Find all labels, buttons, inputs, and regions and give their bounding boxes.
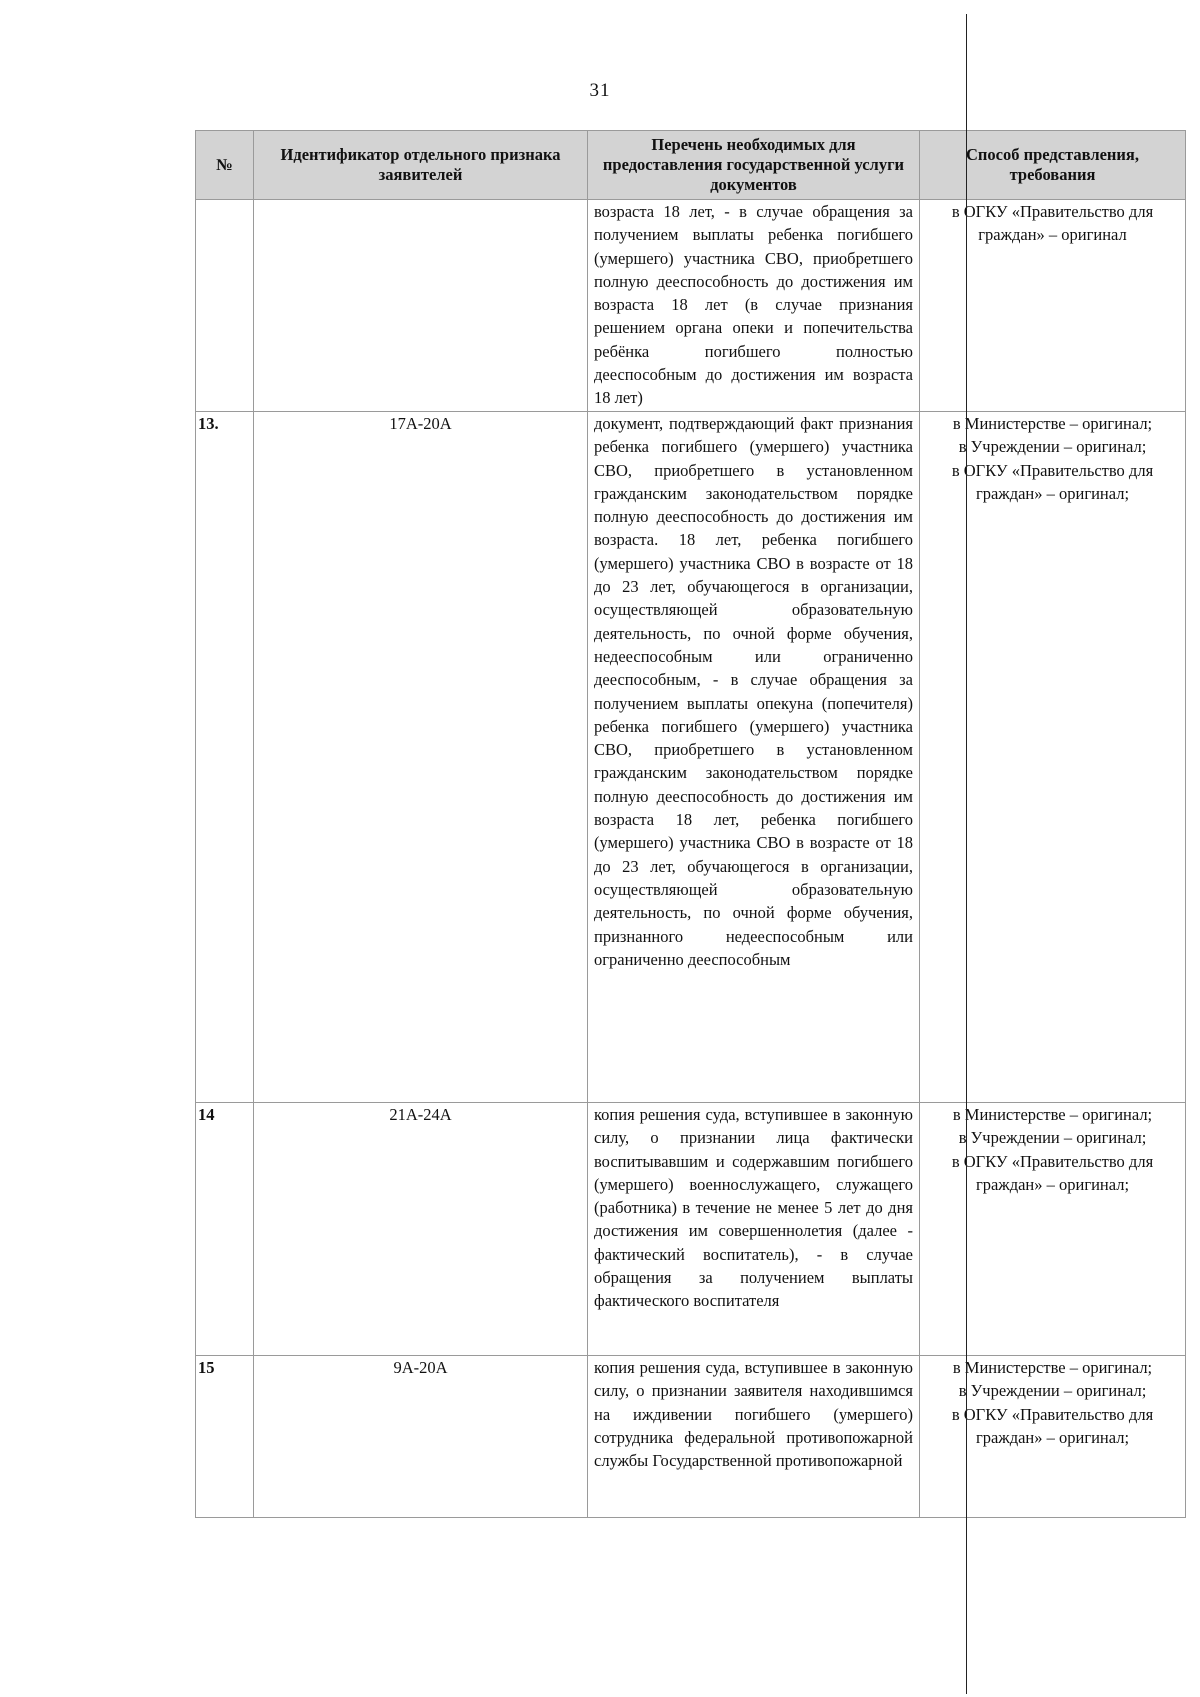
- row-number: 14: [196, 1103, 254, 1356]
- row-identifier: 17А-20А: [254, 412, 588, 1103]
- method-line: в Министерстве – оригинал;: [952, 1105, 1153, 1124]
- header-method: Способ представления, требования: [920, 131, 1186, 200]
- scan-fold-line: [966, 14, 967, 1694]
- method-line: в Учреждении – оригинал;: [958, 1128, 1147, 1148]
- row-method: [920, 412, 1186, 1103]
- row-number: [196, 200, 254, 412]
- row-documents: копия решения суда, вступившее в законную силу, о признании заявителя находившимся на иждивении погибшего (умершего) сотрудника федеральной противопожарной службы Государственной противопожарной: [588, 1356, 920, 1518]
- row-identifier: 9А-20А: [254, 1356, 588, 1518]
- row-number: 13.: [196, 412, 254, 1103]
- documents-table: [195, 130, 1186, 1518]
- method-line: в ОГКУ «Правительство для граждан» – оригинал: [951, 202, 1154, 245]
- table-header: [196, 131, 1186, 200]
- row-documents: копия решения суда, вступившее в законную силу, о признании лица фактически воспитывавшим и содержавшим погибшего (умершего) военнослужащего, служащего (работника) в течение не менее 5 лет до дня достижения им совершеннолетия (далее - фактический воспитатель), - в случае обращения за получением выплаты фактического воспитателя: [588, 1103, 920, 1356]
- row-identifier: [254, 200, 588, 412]
- row-documents: документ, подтверждающий факт признания ребенка погибшего (умершего) участника СВО, приобретшего в установленном гражданским законодательством порядке полную дееспособность до достижения им возраста. 18 лет, ребенка погибшего (умершего) участника СВО в возрасте от 18 до 23 лет, обучающегося в организации, осуществляющей образовательную деятельность, по очной форме обучения, недееспособным или ограниченно дееспособным, - в случае обращения за получением выплаты опекуна (попечителя) ребенка погибшего (умершего) участника СВО, приобретшего в установленном гражданским законодательством порядке полную дееспособность до достижения им возраста 18 лет, ребенка погибшего (умершего) участника СВО в возрасте от 18 до 23 лет, обучающегося в организации, осуществляющей образовательную деятельность, по очной форме обучения, признанного недееспособным или ограниченно дееспособным: [588, 412, 920, 1103]
- method-line: в Учреждении – оригинал;: [958, 437, 1147, 457]
- method-line: в Министерстве – оригинал;: [952, 414, 1153, 433]
- row-method: [920, 1103, 1186, 1356]
- table-row: [196, 200, 1186, 412]
- page-number: 31: [589, 80, 611, 101]
- table-row: [196, 412, 1186, 1103]
- method-line: в ОГКУ «Правительство для граждан» – оригинал;: [951, 1404, 1154, 1447]
- method-line: в ОГКУ «Правительство для граждан» – оригинал;: [951, 1151, 1154, 1194]
- header-number: №: [196, 131, 254, 200]
- row-method: [920, 1356, 1186, 1518]
- row-method: [920, 200, 1186, 412]
- method-line: в ОГКУ «Правительство для граждан» – оригинал;: [951, 460, 1154, 503]
- header-identifier: Идентификатор отдельного признака заявителей: [254, 131, 588, 200]
- row-number: 15: [196, 1356, 254, 1518]
- table-row: [196, 1356, 1186, 1518]
- method-line: в Министерстве – оригинал;: [952, 1358, 1153, 1377]
- row-documents: возраста 18 лет, - в случае обращения за получением выплаты ребенка погибшего (умершего) участника СВО, приобретшего полную дееспособность до достижения им возраста 18 лет (в случае признания решением органа опеки и попечительства ребёнка погибшего полностью дееспособным до достижения им возраста 18 лет): [588, 200, 920, 412]
- table-row: [196, 1103, 1186, 1356]
- method-line: в Учреждении – оригинал;: [958, 1381, 1147, 1401]
- header-documents: Перечень необходимых для предоставления государственной услуги документов: [588, 131, 920, 200]
- row-identifier: 21А-24А: [254, 1103, 588, 1356]
